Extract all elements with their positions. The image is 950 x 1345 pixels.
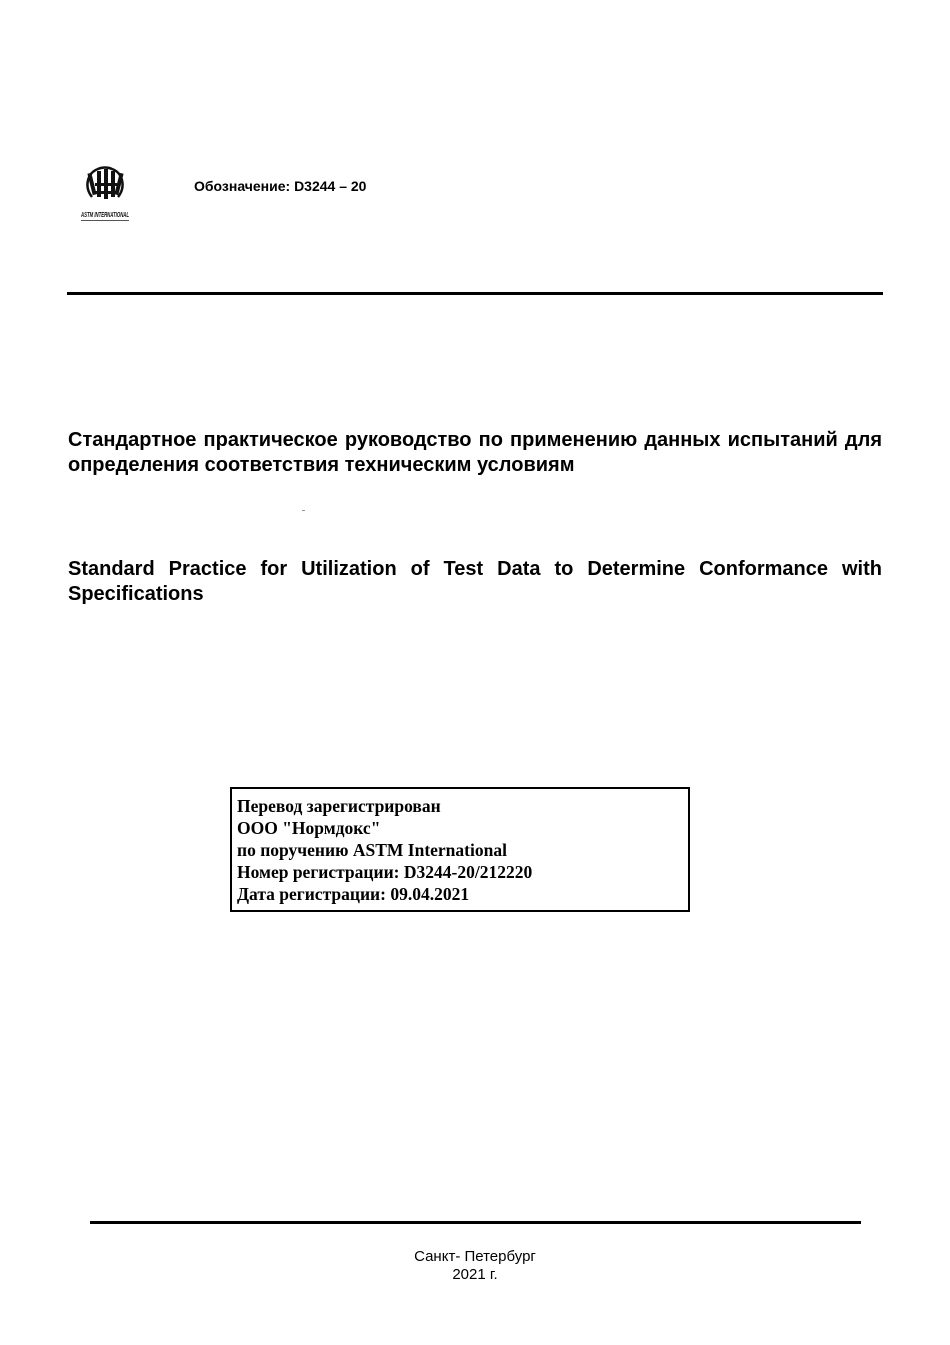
top-divider bbox=[67, 292, 883, 295]
title-russian: Стандартное практическое руководство по применению данных испытаний для определения соответствия техническим условиям bbox=[68, 429, 882, 476]
bottom-divider bbox=[90, 1221, 861, 1224]
footer-city: Санкт- Петербург bbox=[414, 1248, 536, 1265]
registration-line: по поручению ASTM International bbox=[237, 840, 507, 860]
footer-year: 2021 г. bbox=[452, 1266, 498, 1283]
registration-line: ООО "Нормдокс" bbox=[237, 818, 381, 838]
logo-wordmark: ASTM INTERNATIONAL bbox=[80, 212, 129, 219]
registration-line: Дата регистрации: 09.04.2021 bbox=[237, 884, 470, 904]
stray-mark bbox=[302, 510, 305, 511]
document-designation: Обозначение: D3244 – 20 bbox=[194, 178, 367, 194]
registration-line: Номер регистрации: D3244-20/212220 bbox=[237, 862, 533, 882]
registration-box bbox=[230, 787, 690, 912]
astm-logo bbox=[78, 163, 132, 223]
title-english: Standard Practice for Utilization of Test Data to Determine Conformance with Specifications bbox=[68, 558, 882, 605]
registration-line: Перевод зарегистрирован bbox=[237, 796, 441, 816]
